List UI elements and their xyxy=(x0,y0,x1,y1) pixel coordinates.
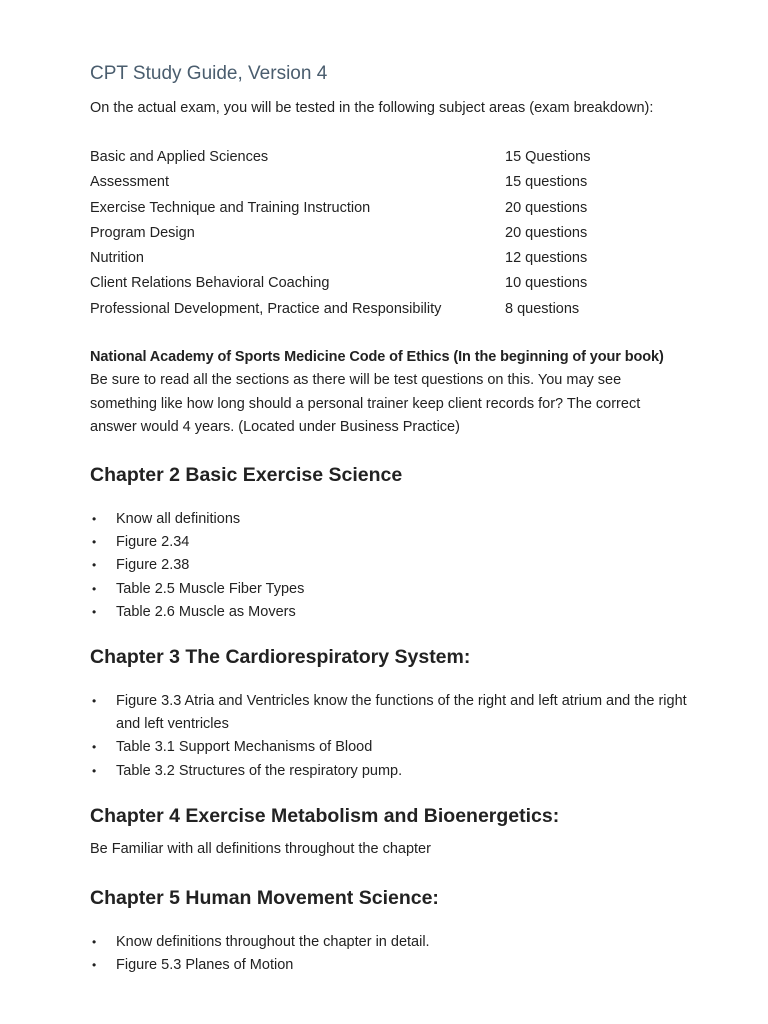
list-item-text: Figure 2.38 xyxy=(116,557,190,574)
breakdown-row xyxy=(90,298,710,323)
bullet-icon: • xyxy=(92,581,97,596)
list-item-text: Figure 5.3 Planes of Motion xyxy=(116,957,294,974)
bullet-icon: • xyxy=(92,512,97,526)
breakdown-subject: Assessment xyxy=(90,174,169,191)
ethics-heading: National Academy of Sports Medicine Code of Ethics (In the beginning of your book) xyxy=(90,349,664,365)
intro-text: On the actual exam, you will be tested in the following subject areas (exam breakdown): xyxy=(90,100,654,116)
list-item xyxy=(90,531,690,554)
breakdown-row xyxy=(90,171,710,196)
list-item-text: Know definitions throughout the chapter in detail. xyxy=(116,934,430,950)
list-item xyxy=(90,554,690,577)
list-item-text: Figure 3.3 Atria and Ventricles know the functions of the right and left atrium and the right and left ventricles xyxy=(116,693,687,733)
breakdown-count: 20 questions xyxy=(505,224,588,241)
list-item-text: Table 2.6 Muscle as Movers xyxy=(116,603,296,620)
exam-breakdown-table xyxy=(90,146,710,323)
list-item xyxy=(90,690,690,736)
chapter-5-list xyxy=(90,931,690,977)
breakdown-count: 15 questions xyxy=(505,174,588,191)
list-item xyxy=(90,578,690,601)
bullet-icon: • xyxy=(92,535,97,550)
document-title: CPT Study Guide, Version 4 xyxy=(90,63,328,84)
breakdown-count: 15 Questions xyxy=(505,149,591,165)
breakdown-count: 8 questions xyxy=(505,300,580,317)
breakdown-subject: Nutrition xyxy=(90,250,144,267)
breakdown-count: 20 questions xyxy=(505,199,588,216)
chapter-3-list xyxy=(90,690,690,783)
breakdown-row xyxy=(90,197,710,222)
list-item xyxy=(90,931,690,954)
bullet-icon: • xyxy=(92,763,97,778)
breakdown-count: 12 questions xyxy=(505,250,588,267)
list-item-text: Table 3.1 Support Mechanisms of Blood xyxy=(116,739,373,756)
breakdown-row xyxy=(90,247,710,272)
chapter-heading: Chapter 3 The Cardiorespiratory System: xyxy=(90,646,471,668)
bullet-icon: • xyxy=(92,694,97,708)
bullet-icon: • xyxy=(92,740,97,755)
breakdown-row xyxy=(90,222,710,247)
bullet-icon: • xyxy=(92,958,97,973)
chapter-4-text: Be Familiar with all definitions throughout the chapter xyxy=(90,841,431,857)
chapter-heading: Chapter 5 Human Movement Science: xyxy=(90,887,439,909)
chapter-heading: Chapter 4 Exercise Metabolism and Bioenergetics: xyxy=(90,805,560,827)
breakdown-subject: Program Design xyxy=(90,224,195,241)
list-item xyxy=(90,954,690,977)
list-item-text: Table 3.2 Structures of the respiratory pump. xyxy=(116,762,403,779)
list-item xyxy=(90,736,690,759)
list-item xyxy=(90,760,690,783)
chapter-heading: Chapter 2 Basic Exercise Science xyxy=(90,464,403,486)
breakdown-subject: Professional Development, Practice and Responsibility xyxy=(90,300,442,317)
list-item xyxy=(90,601,690,624)
breakdown-count: 10 questions xyxy=(505,275,588,292)
breakdown-subject: Basic and Applied Sciences xyxy=(90,149,269,165)
breakdown-row xyxy=(90,272,710,297)
breakdown-subject: Exercise Technique and Training Instruction xyxy=(90,199,371,216)
bullet-icon: • xyxy=(92,558,97,573)
ethics-body: Be sure to read all the sections as there will be test questions on this. You may see something like how long should a personal trainer keep client records for? The correct answer would 4 years. (Located under Business Practice) xyxy=(90,372,641,435)
list-item xyxy=(90,508,690,531)
breakdown-subject: Client Relations Behavioral Coaching xyxy=(90,275,330,292)
code-of-ethics-section xyxy=(90,346,690,439)
list-item-text: Figure 2.34 xyxy=(116,534,190,551)
list-item-text: Table 2.5 Muscle Fiber Types xyxy=(116,580,305,597)
list-item-text: Know all definitions xyxy=(116,511,241,527)
breakdown-row xyxy=(90,146,710,171)
bullet-icon: • xyxy=(92,604,97,619)
bullet-icon: • xyxy=(92,935,97,949)
chapter-2-list xyxy=(90,508,690,624)
